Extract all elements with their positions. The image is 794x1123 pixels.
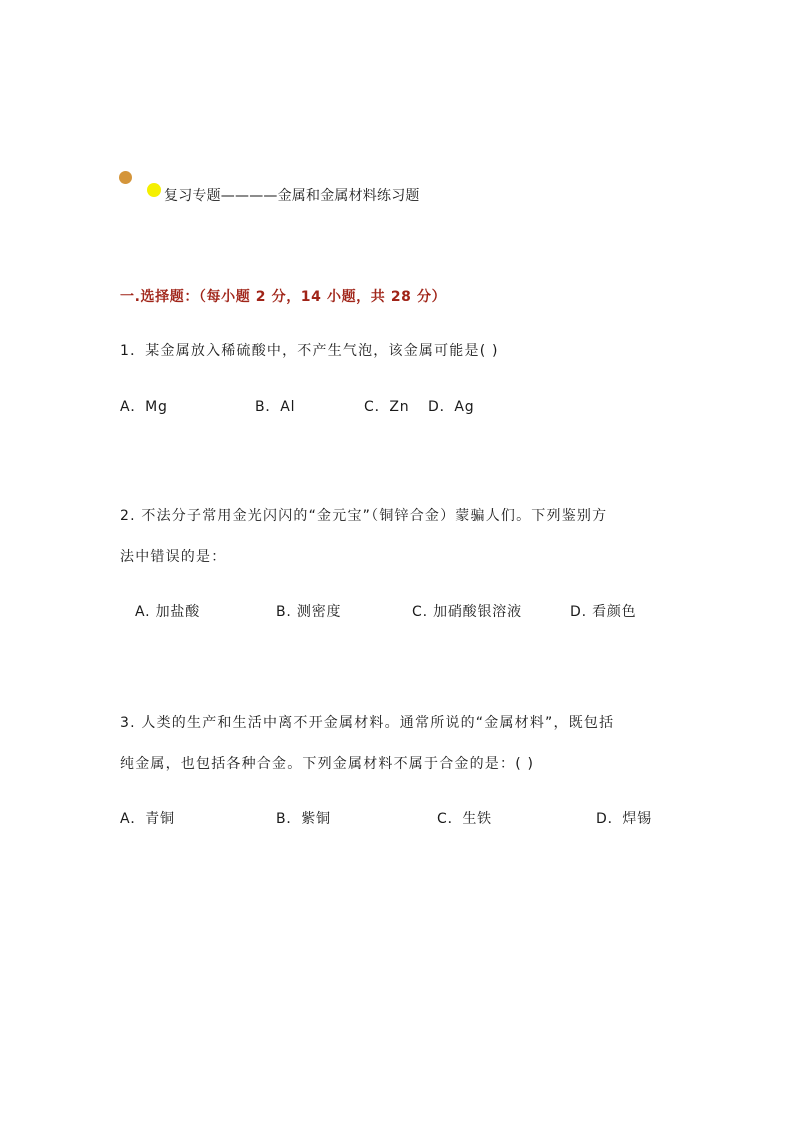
question-2-option-b: B. 测密度 [276, 604, 342, 620]
question-3-option-d: D．焊锡 [596, 811, 652, 827]
question-2-option-c: C. 加硝酸银溶液 [412, 604, 522, 620]
question-1-option-d: D．Ag [428, 399, 475, 415]
question-2-option-d: D. 看颜色 [570, 604, 637, 620]
question-1-option-c: C．Zn [364, 399, 410, 415]
document-title: 复习专题————金属和金属材料练习题 [164, 188, 420, 204]
bullet-dot-yellow [147, 183, 161, 197]
question-3-option-a: A．青铜 [120, 811, 175, 827]
bullet-dot-orange [119, 171, 132, 184]
question-2-text-line-1: 2. 不法分子常用金光闪闪的“金元宝”（铜锌合金）蒙骗人们。下列鉴别方 [120, 508, 608, 524]
question-2-option-a: A. 加盐酸 [135, 604, 201, 620]
question-1-text: 1．某金属放入稀硫酸中，不产生气泡，该金属可能是( ) [120, 343, 499, 359]
question-1-option-b: B．Al [255, 399, 296, 415]
section-heading: 一.选择题：（每小题 2 分，14 小题，共 28 分） [120, 289, 447, 305]
question-3-text-line-1: 3. 人类的生产和生活中离不开金属材料。通常所说的“金属材料”，既包括 [120, 715, 615, 731]
question-3-option-c: C．生铁 [437, 811, 492, 827]
question-1-option-a: A．Mg [120, 399, 168, 415]
question-2-text-line-2: 法中错误的是： [120, 549, 227, 565]
question-3-text-line-2: 纯金属，也包括各种合金。下列金属材料不属于合金的是：( ) [120, 756, 535, 772]
question-3-option-b: B．紫铜 [276, 811, 331, 827]
